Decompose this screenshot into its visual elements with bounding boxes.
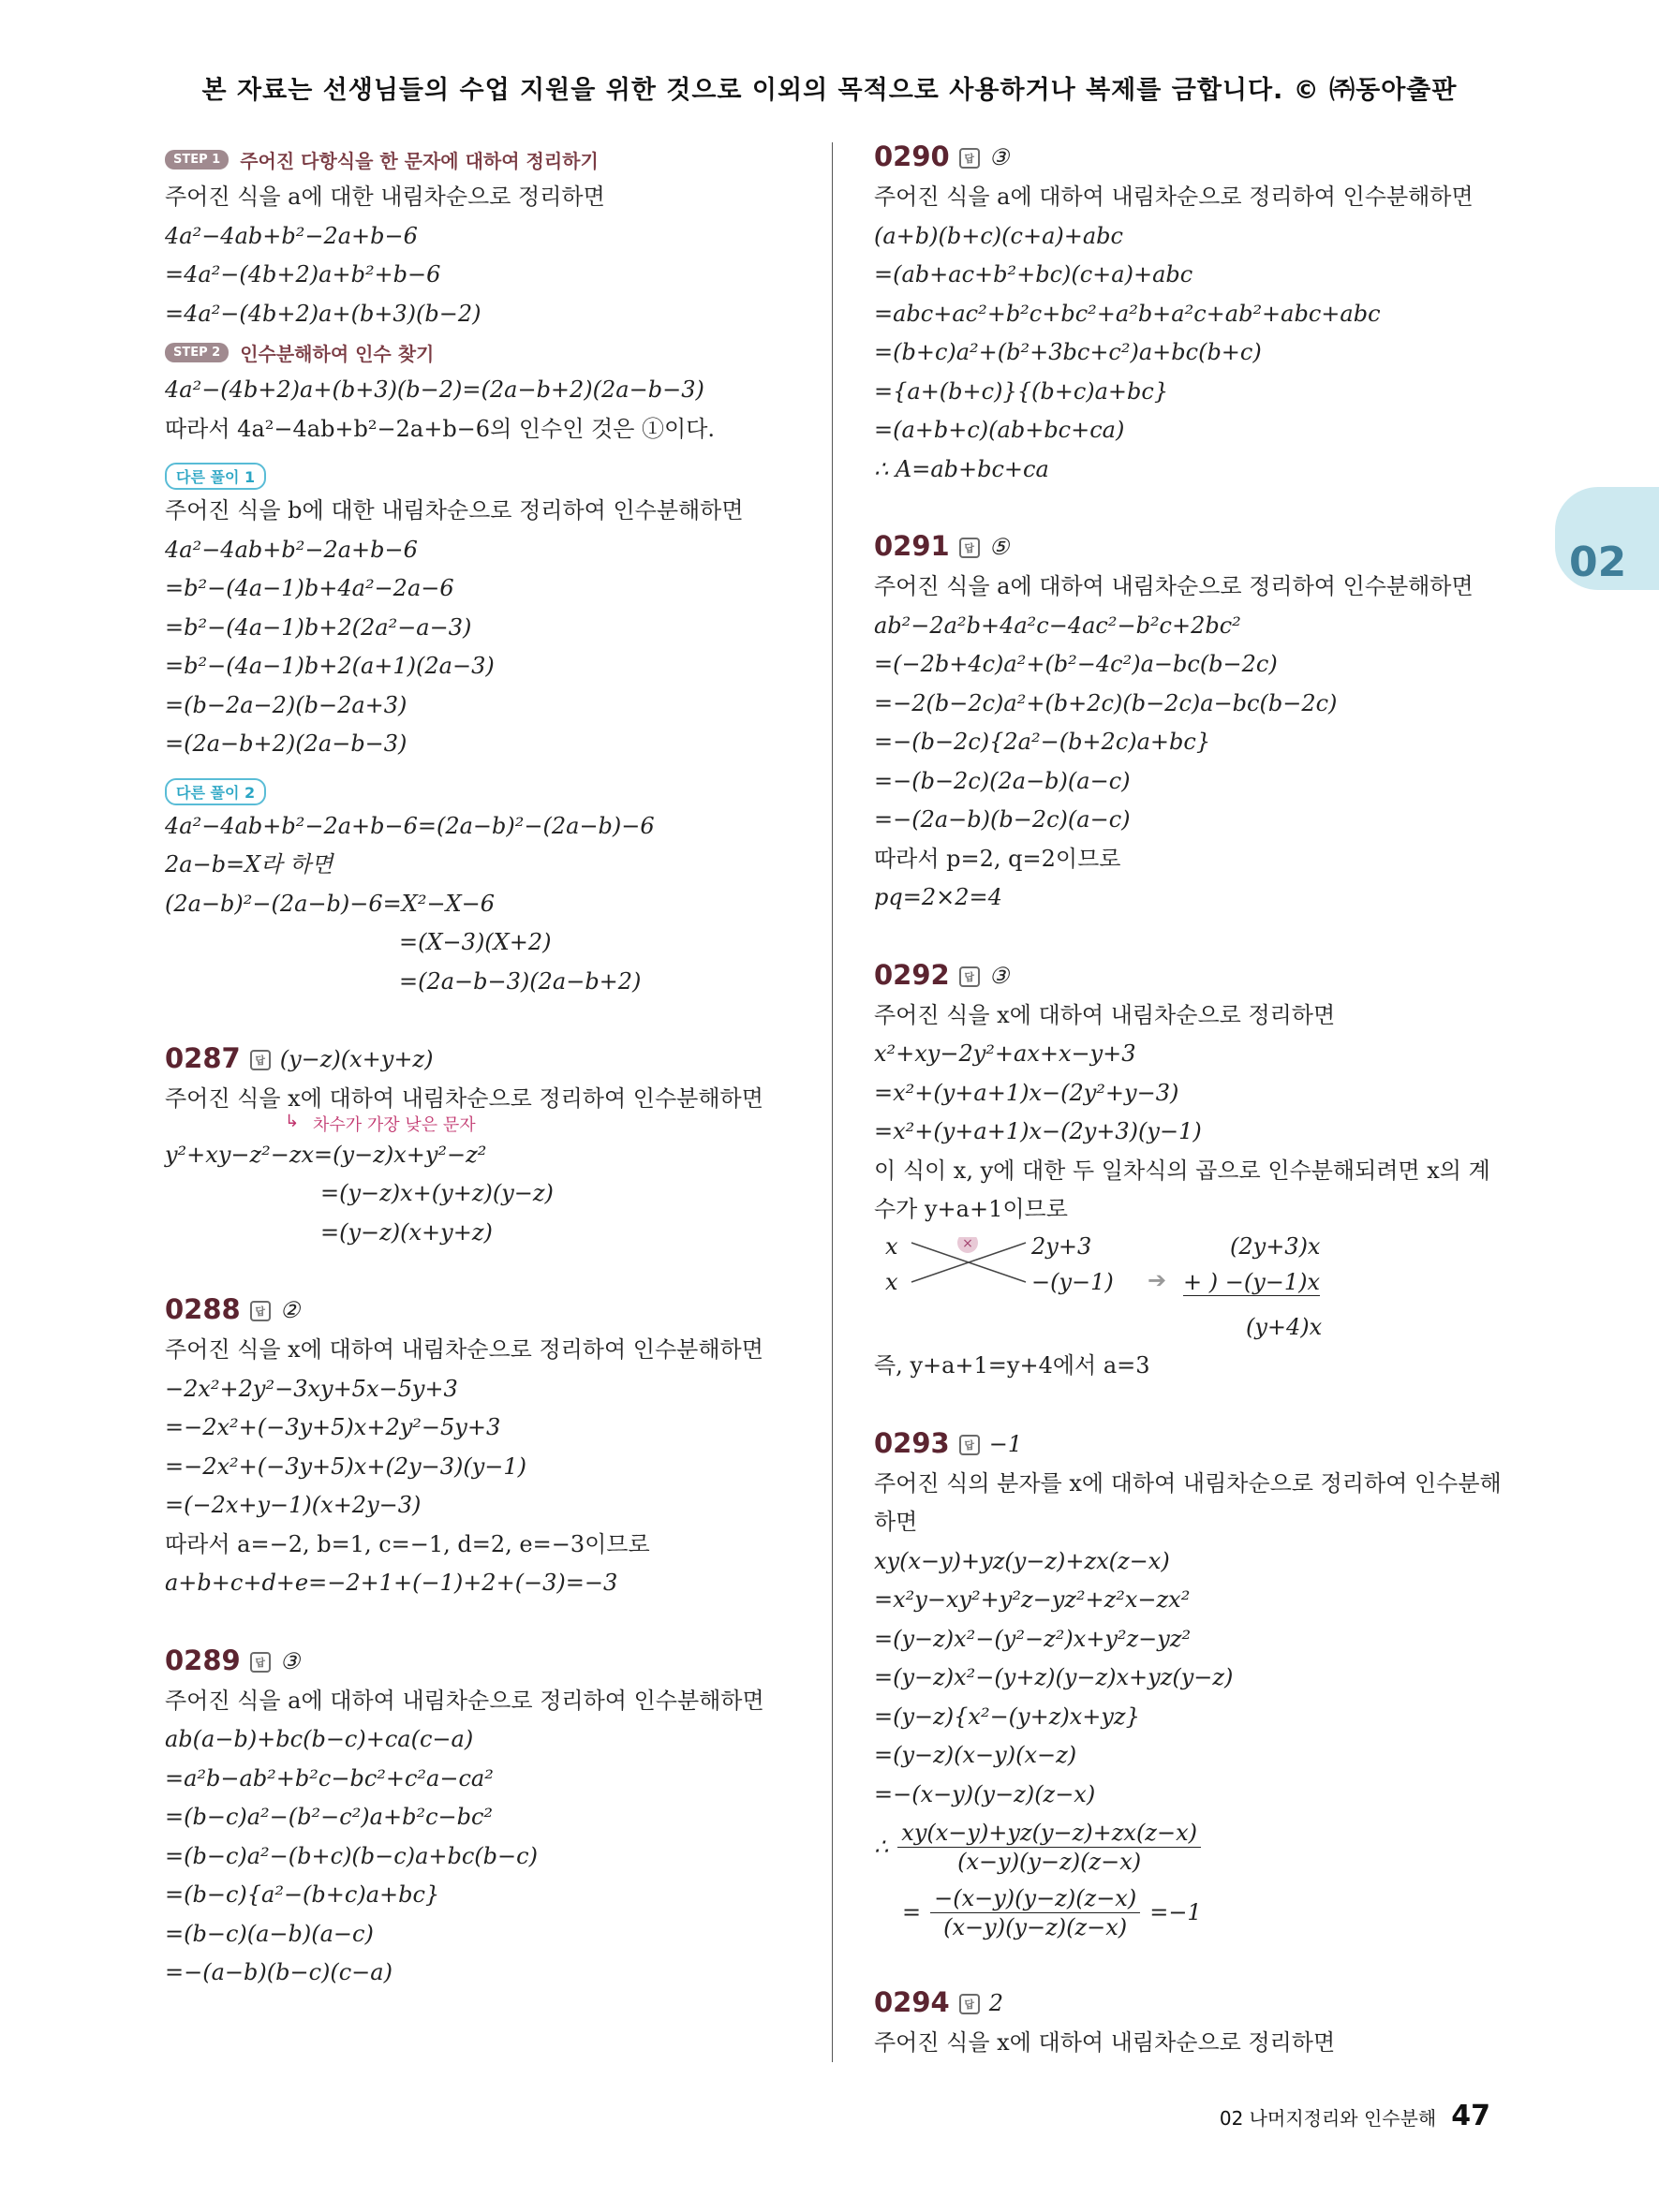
column-divider — [832, 142, 833, 2062]
step1-body — [165, 178, 821, 333]
solution-line: =−(x−y)(y−z)(z−x) — [874, 1780, 1096, 1807]
solution-line: 주어진 식을 a에 대하여 내림차순으로 정리하여 인수분해하면 — [874, 184, 1474, 210]
solution-line: =−(2a−b)(b−2c)(a−c) — [874, 806, 1131, 833]
solution-line: 주어진 식을 x에 대하여 내림차순으로 정리하면 — [874, 1001, 1336, 1028]
problem-0293-body — [874, 1465, 1502, 1946]
left-column — [165, 140, 821, 1993]
copyright-notice: 본 자료는 선생님들의 수업 지원을 위한 것으로 이외의 목적으로 사용하거나 복제를 금합니다. © ㈜동아출판 — [201, 76, 1458, 105]
problem-0289-header — [165, 1603, 821, 1682]
answer-icon: 답 — [959, 1994, 980, 2014]
solution-line: =(b−c)a²−(b+c)(b−c)a+bc(b−c) — [165, 1842, 538, 1869]
equals-symbol: = — [902, 1899, 922, 1925]
chapter-tab-label: 02 — [1569, 538, 1627, 586]
solution-line: 주어진 식을 x에 대하여 내림차순으로 정리하면 — [874, 2029, 1336, 2056]
solution-line: 하면 — [874, 1509, 918, 1535]
solution-line: ab²−2a²b+4a²c−4ac²−b²c+2bc² — [874, 612, 1241, 639]
solution-line: =(a+b+c)(ab+bc+ca) — [874, 417, 1125, 443]
solution-line: =−(a−b)(b−c)(c−a) — [165, 1959, 393, 1985]
alt-solution-2-badge: 다른 풀이 2 — [165, 778, 266, 805]
solution-line: −2x²+2y²−3xy+5x−5y+3 — [165, 1375, 458, 1402]
page-footer — [1220, 2100, 1490, 2132]
step1-header — [165, 140, 821, 178]
answer-value: ② — [279, 1297, 301, 1323]
solution-line: =a²b−ab²+b²c−bc²+c²a−ca² — [165, 1764, 494, 1792]
solution-line: =(y−z)x²−(y²−z²)x+y²z−yz² — [874, 1625, 1192, 1652]
annotation-text: 차수가 가장 낮은 문자 — [313, 1114, 476, 1135]
fraction-denominator: (x−y)(y−z)(z−x) — [943, 1913, 1128, 1940]
solution-line: 즉, y+a+1=y+4에서 a=3 — [874, 1352, 1150, 1379]
solution-line: ={a+(b+c)}{(b+c)a+bc} — [874, 377, 1169, 405]
solution-line: 4a²−(4b+2)a+(b+3)(b−2)=(2a−b+2)(2a−b−3) — [165, 376, 704, 403]
answer-value: ③ — [988, 144, 1010, 170]
problem-number: 0290 — [874, 140, 950, 172]
fraction-denominator: (x−y)(y−z)(z−x) — [957, 1848, 1142, 1875]
answer-value: −1 — [988, 1430, 1023, 1457]
solution-line: 주어진 식을 a에 대하여 내림차순으로 정리하여 인수분해하면 — [165, 1687, 764, 1714]
page-number: 47 — [1451, 2100, 1490, 2132]
answer-icon: 답 — [250, 1301, 271, 1321]
step1-badge: STEP 1 — [165, 150, 229, 170]
step2-title: 인수분해하여 인수 찾기 — [240, 342, 435, 365]
problem-0292-body — [874, 996, 1502, 1386]
answer-icon: 답 — [959, 966, 980, 987]
problem-0289-body — [165, 1682, 821, 1993]
cross-x1: x — [885, 1232, 898, 1260]
fraction-line-2 — [874, 1880, 1502, 1945]
solution-line: =(ab+ac+b²+bc)(c+a)+abc — [874, 261, 1193, 288]
solution-line: 4a²−4ab+b²−2a+b−6 — [165, 536, 418, 563]
solution-line: 주어진 식을 a에 대한 내림차순으로 정리하면 — [165, 184, 605, 210]
svg-text:×: × — [962, 1236, 973, 1251]
problem-number: 0293 — [874, 1426, 950, 1459]
right-column — [874, 140, 1502, 2063]
solution-line: =b²−(4a−1)b+2(a+1)(2a−3) — [165, 653, 495, 679]
problem-0290-body — [874, 178, 1502, 489]
step2-badge: STEP 2 — [165, 343, 229, 362]
solution-line: xy(x−y)+yz(y−z)+zx(z−x) — [874, 1547, 1170, 1574]
solution-line: =−2x²+(−3y+5)x+(2y−3)(y−1) — [165, 1453, 527, 1480]
alt-solution-1-badge: 다른 풀이 1 — [165, 463, 266, 490]
solution-line: =−(b−2c)(2a−b)(a−c) — [874, 767, 1131, 794]
solution-line: 4a²−4ab+b²−2a+b−6 — [165, 222, 418, 249]
alt-solution-1-header — [165, 449, 821, 492]
solution-line: 주어진 식을 b에 대한 내림차순으로 정리하여 인수분해하면 — [165, 497, 744, 524]
solution-line: (a+b)(b+c)(c+a)+abc — [874, 222, 1123, 249]
answer-value: ⑤ — [988, 534, 1010, 560]
arrow-icon: ↳ — [285, 1111, 300, 1131]
fraction — [897, 1819, 1201, 1876]
problem-number: 0291 — [874, 530, 950, 562]
solution-line: 4a²−4ab+b²−2a+b−6=(2a−b)²−(2a−b)−6 — [165, 812, 655, 839]
solution-line: =(y−z){x²−(y+z)x+yz} — [874, 1703, 1140, 1730]
solution-line: =b²−(4a−1)b+2(2a²−a−3) — [165, 613, 472, 641]
solution-line: 2a−b=X라 하면 — [165, 851, 333, 877]
answer-icon: 답 — [250, 1050, 271, 1070]
solution-line: =x²y−xy²+y²z−yz²+z²x−zx² — [874, 1586, 1191, 1613]
problem-0288-body — [165, 1331, 821, 1603]
problem-0291-body — [874, 568, 1502, 918]
solution-line: =(y−z)x²−(y+z)(y−z)x+yz(y−z) — [874, 1664, 1234, 1690]
solution-line: pq=2×2=4 — [874, 884, 1002, 910]
solution-line: =(b−c){a²−(b+c)a+bc} — [165, 1881, 440, 1908]
cross-multiplication-diagram — [874, 1230, 1502, 1308]
solution-line: =(y−z)x+(y+z)(y−z) — [320, 1180, 554, 1206]
answer-icon: 답 — [959, 538, 980, 558]
problem-0287-body — [165, 1080, 821, 1252]
problem-number: 0288 — [165, 1293, 241, 1325]
cross-x2: x — [885, 1268, 898, 1295]
solution-line: 주어진 식을 x에 대하여 내림차순으로 정리하여 인수분해하면 — [165, 1336, 763, 1363]
problem-0292-header — [874, 918, 1502, 996]
answer-value: 2 — [988, 1990, 1003, 2016]
answer-value: ③ — [988, 962, 1010, 989]
problem-0294-body — [874, 2024, 1502, 2063]
solution-line: 따라서 4a²−4ab+b²−2a+b−6의 인수인 것은 ①이다. — [165, 415, 716, 442]
solution-line: =−2(b−2c)a²+(b+2c)(b−2c)a−bc(b−2c) — [874, 689, 1338, 716]
solution-line: =x²+(y+a+1)x−(2y+3)(y−1) — [874, 1118, 1202, 1144]
answer-icon: 답 — [959, 1435, 980, 1455]
solution-line: =x²+(y+a+1)x−(2y²+y−3) — [874, 1079, 1179, 1106]
solution-line: =(b−2a−2)(b−2a+3) — [165, 691, 407, 718]
fraction-line-1 — [874, 1814, 1502, 1880]
alt-solution-1-body — [165, 492, 821, 764]
solution-line: ∴ A=ab+bc+ca — [874, 455, 1049, 482]
solution-line: =−2x²+(−3y+5)x+2y²−5y+3 — [165, 1414, 501, 1440]
solution-line: 수가 y+a+1이므로 — [874, 1196, 1068, 1222]
solution-line: 주어진 식의 분자를 x에 대하여 내림차순으로 정리하여 인수분해 — [874, 1469, 1502, 1497]
cross-lines-icon — [908, 1237, 1029, 1288]
footer-chapter: 02 나머지정리와 인수분해 — [1219, 2107, 1437, 2130]
problem-0288-header — [165, 1252, 821, 1331]
problem-0291-header — [874, 489, 1502, 568]
fraction — [930, 1884, 1140, 1941]
annotation-note — [165, 1112, 821, 1136]
solution-line: =4a²−(4b+2)a+(b+3)(b−2) — [165, 300, 481, 327]
fraction-numerator: xy(x−y)+yz(y−z)+zx(z−x) — [897, 1819, 1201, 1848]
answer-icon: 답 — [959, 148, 980, 169]
solution-line: =(b−c)a²−(b²−c²)a+b²c−bc² — [165, 1804, 494, 1830]
solution-line: 따라서 p=2, q=2이므로 — [874, 845, 1121, 872]
solution-line: =(2a−b−3)(2a−b+2) — [399, 967, 642, 995]
problem-0290-header — [874, 140, 1502, 178]
problem-0294-header — [874, 1945, 1502, 2024]
solution-line: ab(a−b)+bc(b−c)+ca(c−a) — [165, 1726, 474, 1752]
solution-line: y²+xy−z²−zx=(y−z)x+y²−z² — [165, 1141, 487, 1168]
cross-result1: (2y+3)x — [1230, 1232, 1321, 1260]
problem-number: 0292 — [874, 958, 950, 991]
solution-line: =(y−z)(x−y)(x−z) — [874, 1742, 1077, 1768]
answer-value: (y−z)(x+y+z) — [279, 1046, 434, 1072]
solution-line: =(b−c)(a−b)(a−c) — [165, 1920, 374, 1947]
cross-result2: + ) −(y−1)x — [1183, 1268, 1321, 1295]
solution-line: =abc+ac²+b²c+bc²+a²b+a²c+ab²+abc+abc — [874, 300, 1381, 327]
answer-value: ③ — [279, 1647, 301, 1674]
fraction-numerator: −(x−y)(y−z)(z−x) — [930, 1884, 1140, 1913]
step2-header — [165, 333, 821, 371]
solution-line: a+b+c+d+e=−2+1+(−1)+2+(−3)=−3 — [165, 1570, 618, 1596]
answer-icon: 답 — [250, 1652, 271, 1673]
problem-number: 0294 — [874, 1986, 950, 2018]
cross-term1: 2y+3 — [1031, 1232, 1092, 1260]
therefore-symbol: ∴ — [874, 1834, 889, 1860]
solution-line: =(−2b+4c)a²+(b²−4c²)a−bc(b−2c) — [874, 651, 1278, 677]
solution-line: =4a²−(4b+2)a+b²+b−6 — [165, 261, 441, 288]
solution-line: =−(b−2c){2a²−(b+2c)a+bc} — [874, 729, 1211, 755]
arrow-right-icon: ➔ — [1148, 1266, 1167, 1293]
cross-result3: (y+4)x — [1246, 1313, 1323, 1340]
cross-term2: −(y−1) — [1031, 1268, 1114, 1295]
solution-line: =(y−z)(x+y+z) — [320, 1218, 493, 1246]
solution-line: (2a−b)²−(2a−b)−6=X²−X−6 — [165, 890, 496, 917]
solution-line: =(X−3)(X+2) — [399, 929, 552, 955]
alt-solution-2-header — [165, 764, 821, 807]
solution-line: 주어진 식을 x에 대하여 내림차순으로 정리하여 인수분해하면 — [165, 1085, 763, 1112]
fraction-result: =−1 — [1149, 1899, 1202, 1925]
alt-solution-2-body — [165, 807, 821, 1002]
problem-number: 0287 — [165, 1042, 241, 1074]
problem-number: 0289 — [165, 1644, 241, 1676]
problem-0293-header — [874, 1386, 1502, 1465]
solution-line: =(2a−b+2)(2a−b−3) — [165, 730, 407, 757]
solution-line: =(−2x+y−1)(x+2y−3) — [165, 1492, 422, 1518]
solution-line: x²+xy−2y²+ax+x−y+3 — [874, 1040, 1136, 1067]
solution-line: 이 식이 x, y에 대한 두 일차식의 곱으로 인수분해되려면 x의 계 — [874, 1157, 1490, 1184]
step2-body — [165, 371, 821, 449]
solution-line: =(b+c)a²+(b²+3bc+c²)a+bc(b+c) — [874, 339, 1262, 365]
solution-line: 따라서 a=−2, b=1, c=−1, d=2, e=−3이므로 — [165, 1530, 650, 1557]
step1-title: 주어진 다항식을 한 문자에 대하여 정리하기 — [240, 149, 599, 172]
solution-line: =b²−(4a−1)b+4a²−2a−6 — [165, 575, 454, 601]
problem-0287-header — [165, 1001, 821, 1080]
solution-line: 주어진 식을 a에 대하여 내림차순으로 정리하여 인수분해하면 — [874, 573, 1474, 599]
